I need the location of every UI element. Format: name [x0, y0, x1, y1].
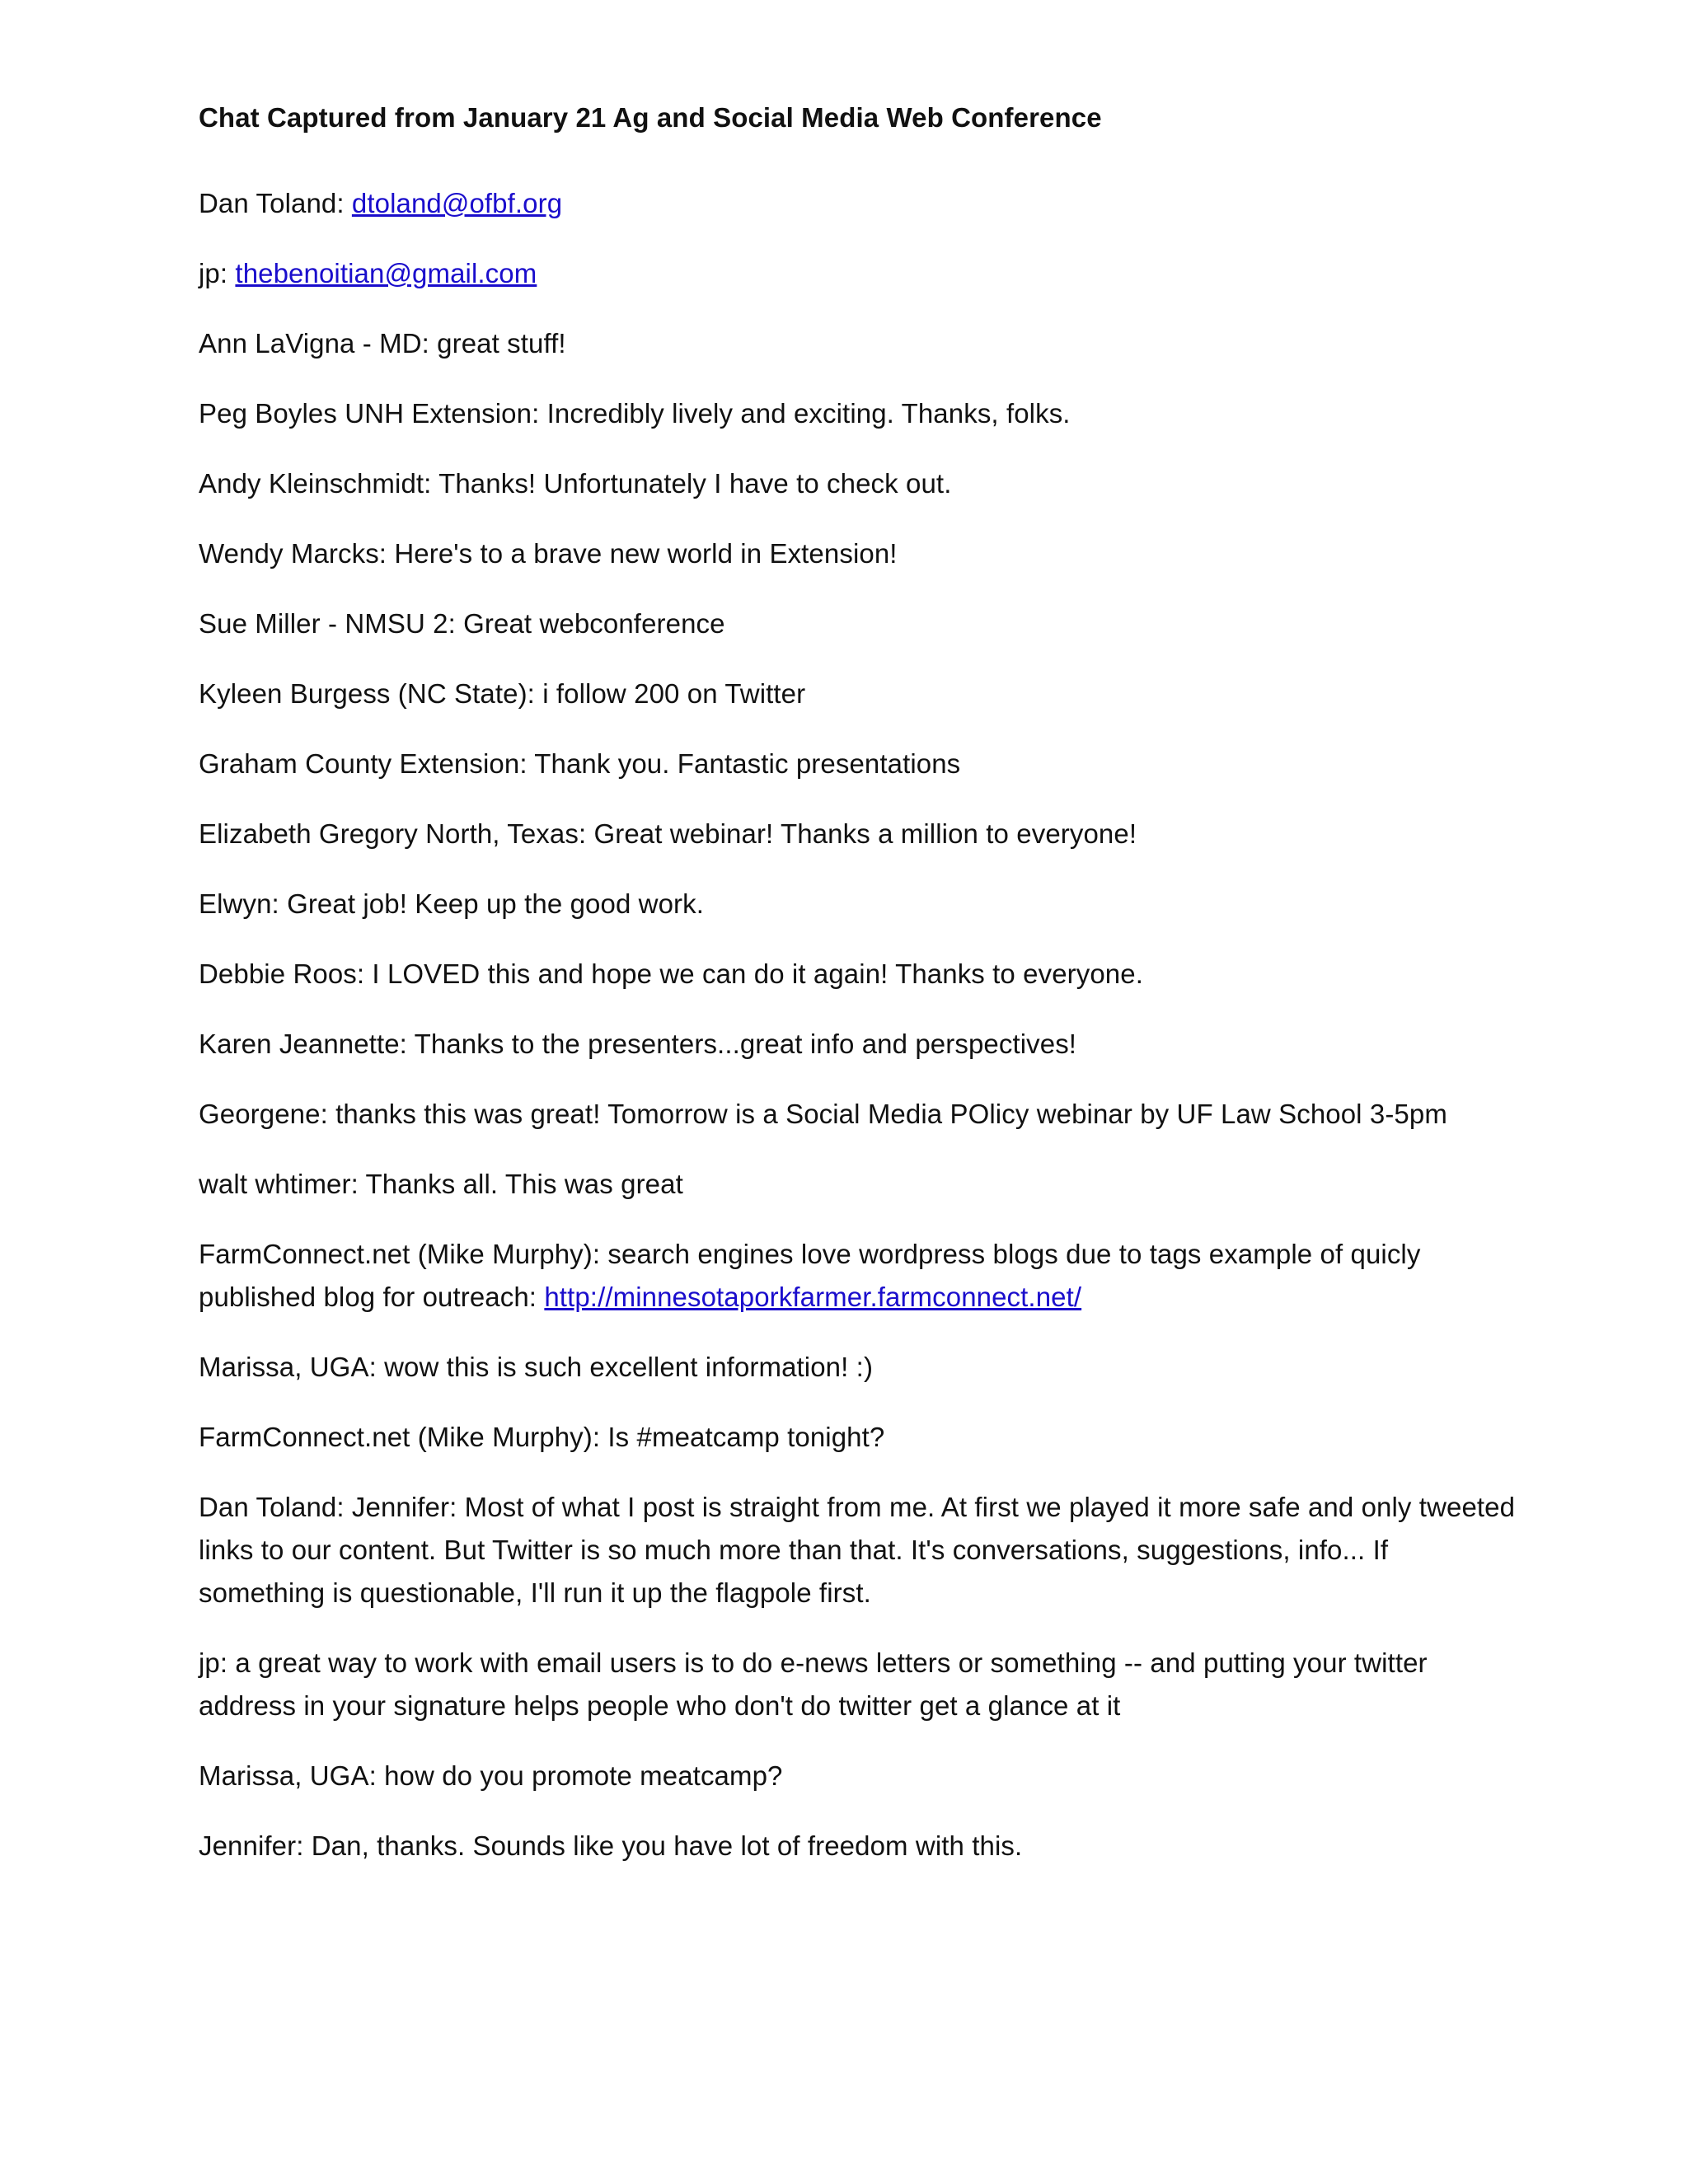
url-link[interactable]: http://minnesotaporkfarmer.farmconnect.net/	[544, 1282, 1082, 1312]
chat-message: Kyleen Burgess (NC State): i follow 200 on Twitter	[199, 678, 806, 709]
email-link[interactable]: dtoland@ofbf.org	[351, 188, 563, 218]
chat-message: walt whtimer: Thanks all. This was great	[199, 1169, 683, 1199]
message-text: Dan Toland:	[199, 188, 352, 218]
email-link[interactable]: thebenoitian@gmail.com	[235, 258, 537, 288]
chat-message: Karen Jeannette: Thanks to the presenters...great info and perspectives!	[199, 1029, 1077, 1059]
chat-message: Georgene: thanks this was great! Tomorrow is a Social Media POlicy webinar by UF Law School 3-5pm	[199, 1099, 1447, 1129]
document-title: Chat Captured from January 21 Ag and Social Media Web Conference	[199, 102, 1102, 133]
chat-message	[199, 252, 1517, 295]
chat-message: Elwyn: Great job! Keep up the good work.	[199, 888, 705, 919]
chat-message	[199, 1233, 1517, 1319]
chat-message: Graham County Extension: Thank you. Fantastic presentations	[199, 748, 961, 779]
chat-message: Peg Boyles UNH Extension: Incredibly lively and exciting. Thanks, folks.	[199, 398, 1071, 429]
chat-message: Marissa, UGA: wow this is such excellent information! :)	[199, 1352, 874, 1382]
chat-message: Elizabeth Gregory North, Texas: Great webinar! Thanks a million to everyone!	[199, 818, 1137, 849]
chat-message: jp: a great way to work with email users is to do e-news letters or something -- and putting your twitter address in your signature helps people who don't do twitter get a glance at it	[199, 1647, 1428, 1721]
chat-message: Jennifer: Dan, thanks. Sounds like you have lot of freedom with this.	[199, 1830, 1023, 1861]
chat-message: Wendy Marcks: Here's to a brave new world in Extension!	[199, 538, 898, 569]
message-text: jp:	[199, 258, 236, 288]
document-page	[199, 97, 1517, 1895]
chat-message	[199, 182, 1517, 225]
chat-message: Debbie Roos: I LOVED this and hope we can do it again! Thanks to everyone.	[199, 958, 1143, 989]
chat-message: Andy Kleinschmidt: Thanks! Unfortunately I have to check out.	[199, 468, 952, 499]
chat-message: Dan Toland: Jennifer: Most of what I post is straight from me. At first we played it more safe and only tweeted links to our content. But Twitter is so much more than that. It's conversations, suggestions, info... If something is questionable, I'll run it up the flagpole first.	[199, 1492, 1516, 1608]
chat-message: FarmConnect.net (Mike Murphy): Is #meatcamp tonight?	[199, 1422, 885, 1452]
chat-message: Sue Miller - NMSU 2: Great webconference	[199, 608, 725, 639]
chat-message: Marissa, UGA: how do you promote meatcamp?	[199, 1760, 783, 1791]
message-text: FarmConnect.net (Mike Murphy): search engines love wordpress blogs due to tags example of quicly published blog for outreach:	[199, 1239, 1421, 1312]
chat-message: Ann LaVigna - MD: great stuff!	[199, 328, 566, 359]
chat-transcript	[199, 182, 1517, 1868]
